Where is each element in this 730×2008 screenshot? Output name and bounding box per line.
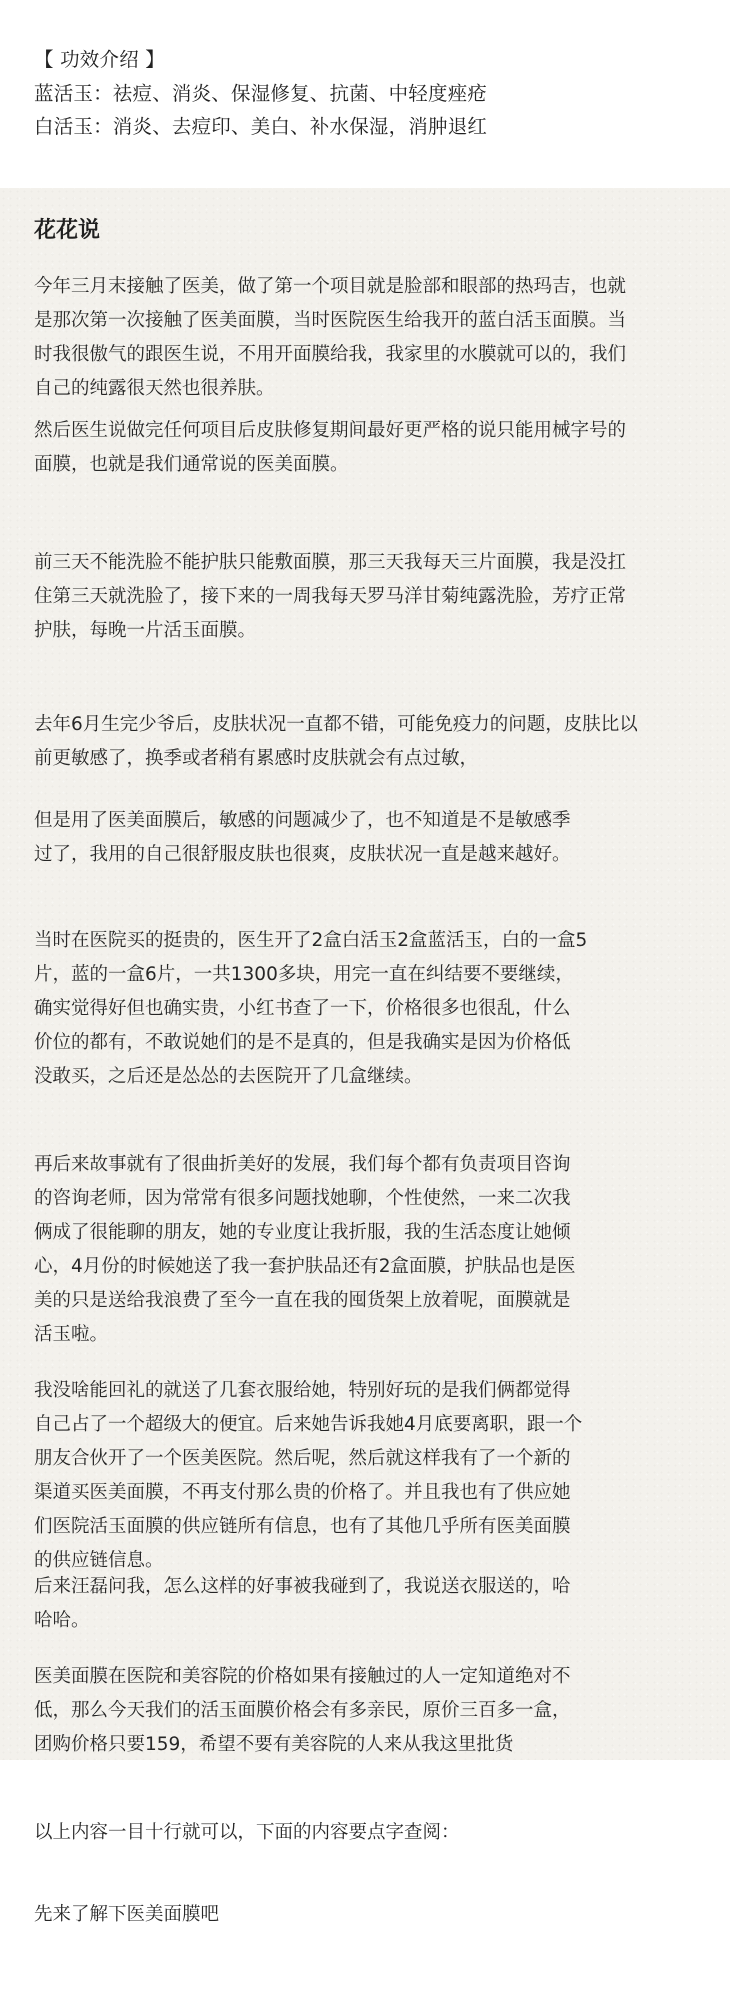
paragraph (34, 1374, 704, 1578)
paragraph (34, 270, 704, 406)
paragraph-line: 护肤，每晚一片活玉面膜。 (34, 620, 257, 641)
intro-heading: 【 功效介绍 】 (34, 48, 165, 71)
paragraph (34, 708, 704, 776)
paragraph-line: 面膜，也就是我们通常说的医美面膜。 (34, 454, 349, 475)
story-title: 花花说 (34, 218, 101, 243)
paragraph-line: 过了，我用的自己很舒服皮肤也很爽，皮肤状况一直是越来越好。 (34, 844, 571, 865)
paragraph-line: 们医院活玉面膜的供应链所有信息，也有了其他几乎所有医美面膜 (34, 1516, 571, 1537)
paragraph-line: 是那次第一次接触了医美面膜，当时医院医生给我开的蓝白活玉面膜。当 (34, 310, 627, 331)
paragraph (34, 1148, 704, 1352)
paragraph-line: 朋友合伙开了一个医美医院。然后呢，然后就这样我有了一个新的 (34, 1448, 571, 1469)
paragraph-line: 俩成了很能聊的朋友，她的专业度让我折服，我的生活态度让她倾 (34, 1222, 571, 1243)
story-section (0, 188, 730, 1760)
paragraph (34, 804, 704, 872)
paragraph-line: 哈哈。 (34, 1610, 90, 1631)
paragraph-line: 渠道买医美面膜，不再支付那么贵的价格了。并且我也有了供应她 (34, 1482, 571, 1503)
paragraph-line: 的供应链信息。 (34, 1550, 164, 1571)
paragraph-line: 的咨询老师，因为常常有很多问题找她聊，个性使然，一来二次我 (34, 1188, 571, 1209)
paragraph (34, 546, 704, 648)
paragraph (34, 924, 704, 1094)
paragraph-line: 今年三月末接触了医美，做了第一个项目就是脸部和眼部的热玛吉，也就 (34, 276, 627, 297)
paragraph-line: 后来汪磊问我，怎么这样的好事被我碰到了，我说送衣服送的，哈 (34, 1576, 571, 1597)
intro-section (0, 0, 730, 188)
paragraph-line: 当时在医院买的挺贵的，医生开了2盒白活玉2盒蓝活玉，白的一盒5 (34, 930, 588, 951)
paragraph (34, 1570, 704, 1638)
paragraph-line: 价位的都有，不敢说她们的是不是真的，但是我确实是因为价格低 (34, 1032, 571, 1053)
paragraph-line: 没敢买，之后还是怂怂的去医院开了几盒继续。 (34, 1066, 423, 1087)
paragraph (34, 414, 704, 482)
paragraph-line: 低，那么今天我们的活玉面膜价格会有多亲民，原价三百多一盒， (34, 1700, 571, 1721)
paragraph-line: 我没啥能回礼的就送了几套衣服给她，特别好玩的是我们俩都觉得 (34, 1380, 571, 1401)
paragraph-line: 然后医生说做完任何项目后皮肤修复期间最好更严格的说只能用械字号的 (34, 420, 627, 441)
paragraph-line: 自己的纯露很天然也很养肤。 (34, 378, 275, 399)
footer-note: 以上内容一目十行就可以，下面的内容要点字查阅： (34, 1822, 460, 1843)
paragraph-line: 住第三天就洗脸了，接下来的一周我每天罗马洋甘菊纯露洗脸，芳疗正常 (34, 586, 627, 607)
paragraph-line: 去年6月生完少爷后，皮肤状况一直都不错，可能免疫力的问题，皮肤比以 (34, 714, 638, 735)
paragraph-line: 但是用了医美面膜后，敏感的问题减少了，也不知道是不是敏感季 (34, 810, 571, 831)
paragraph-line: 再后来故事就有了很曲折美好的发展，我们每个都有负责项目咨询 (34, 1154, 571, 1175)
footer-section (0, 1760, 730, 2008)
paragraph-line: 自己占了一个超级大的便宜。后来她告诉我她4月底要离职，跟一个 (34, 1414, 583, 1435)
paragraph-line: 美的只是送给我浪费了至今一直在我的囤货架上放着呢，面膜就是 (34, 1290, 571, 1311)
paragraph-line: 前更敏感了，换季或者稍有累感时皮肤就会有点过敏， (34, 748, 479, 769)
paragraph-line: 医美面膜在医院和美容院的价格如果有接触过的人一定知道绝对不 (34, 1666, 571, 1687)
intro-white-effects: 白活玉：消炎、去痘印、美白、补水保湿，消肿退红 (34, 115, 488, 138)
paragraph-line: 团购价格只要159，希望不要有美容院的人来从我这里批货 (34, 1734, 514, 1755)
intro-blue-effects: 蓝活玉：祛痘、消炎、保湿修复、抗菌、中轻度痤疮 (34, 82, 488, 105)
paragraph-line: 前三天不能洗脸不能护肤只能敷面膜，那三天我每天三片面膜，我是没扛 (34, 552, 627, 573)
paragraph-line: 活玉啦。 (34, 1324, 109, 1345)
paragraph-line: 片，蓝的一盒6片，一共1300多块，用完一直在纠结要不要继续， (34, 964, 574, 985)
footer-lead: 先来了解下医美面膜吧 (34, 1904, 220, 1925)
paragraph-line: 心，4月份的时候她送了我一套护肤品还有2盒面膜，护肤品也是医 (34, 1256, 576, 1277)
paragraph-line: 确实觉得好但也确实贵，小红书查了一下，价格很多也很乱，什么 (34, 998, 571, 1019)
paragraph (34, 1660, 704, 1762)
paragraph-line: 时我很傲气的跟医生说，不用开面膜给我，我家里的水膜就可以的，我们 (34, 344, 627, 365)
